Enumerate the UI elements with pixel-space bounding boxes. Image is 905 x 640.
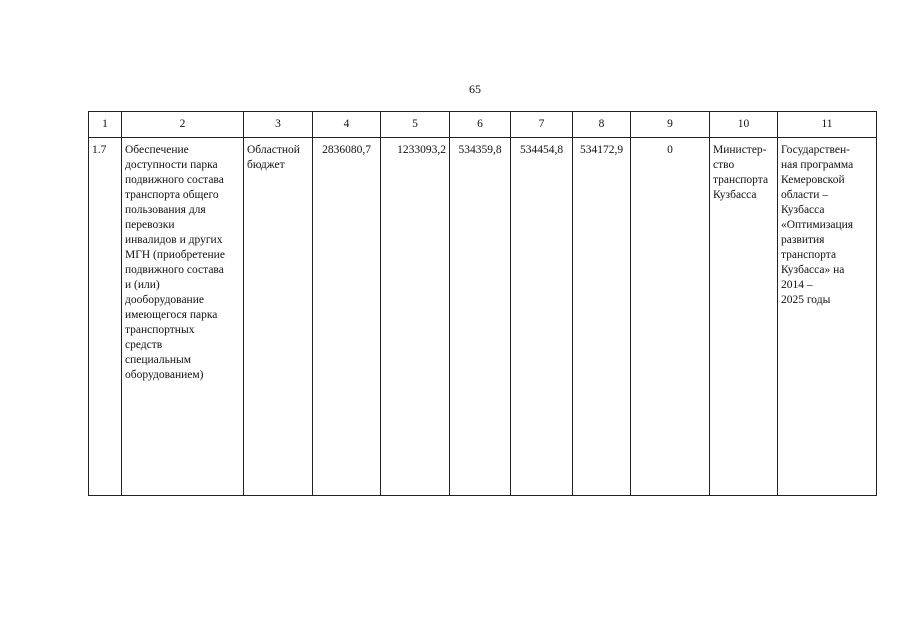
cell-line: специальным — [125, 354, 192, 366]
cell-line: транспортных — [125, 324, 195, 336]
cell-line: 2014 – — [781, 279, 813, 291]
program-cell — [778, 138, 877, 496]
cell-line: Кузбасса — [781, 204, 825, 216]
cell-line: Кемеровской — [781, 174, 845, 186]
header-cell: 11 — [778, 112, 877, 138]
cell-line: имеющегося парка — [125, 309, 218, 321]
header-cell: 6 — [450, 112, 511, 138]
cell-line: Государствен- — [781, 144, 850, 156]
cell-line: ство — [713, 159, 735, 171]
cell-line: «Оптимизация — [781, 219, 854, 231]
cell-line: оборудованием) — [125, 369, 204, 381]
header-cell: 5 — [381, 112, 450, 138]
header-cell: 4 — [313, 112, 381, 138]
cell-line: Обеспечение — [125, 144, 189, 156]
cell-line: Кузбасса — [713, 189, 757, 201]
header-cell: 7 — [511, 112, 573, 138]
header-cell: 1 — [89, 112, 122, 138]
header-cell: 9 — [631, 112, 710, 138]
header-cell: 3 — [244, 112, 313, 138]
cell-line: транспорта — [713, 174, 769, 186]
page-number: 65 — [469, 82, 481, 96]
year-4-cell: 534172,9 — [573, 138, 631, 496]
cell-line: бюджет — [247, 159, 285, 171]
table-header-row — [89, 112, 877, 138]
cell-line: Областной — [247, 144, 300, 156]
cell-line: Министер- — [713, 144, 767, 156]
funding-source-cell — [244, 138, 313, 496]
cell-line: развития — [781, 234, 825, 246]
cell-line: области – — [781, 189, 829, 201]
cell-line: дооборудование — [125, 294, 204, 306]
description-cell — [122, 138, 244, 496]
cell-line: доступности парка — [125, 159, 218, 171]
cell-line: средств — [125, 339, 163, 351]
header-cell: 8 — [573, 112, 631, 138]
header-cell: 10 — [710, 112, 778, 138]
table-row — [89, 138, 877, 496]
executor-cell — [710, 138, 778, 496]
header-cell: 2 — [122, 112, 244, 138]
year-5-cell: 0 — [631, 138, 710, 496]
cell-line: ная программа — [781, 159, 854, 171]
cell-line: Кузбасса» на — [781, 264, 845, 276]
cell-line: 2025 годы — [781, 294, 831, 306]
cell-line: транспорта — [781, 249, 837, 261]
year-3-cell: 534454,8 — [511, 138, 573, 496]
cell-line: пользования для — [125, 204, 206, 216]
cell-line: перевозки — [125, 219, 175, 231]
row-number-cell: 1.7 — [89, 138, 122, 496]
total-cell: 2836080,7 — [313, 138, 381, 496]
cell-line: подвижного состава — [125, 174, 224, 186]
year-2-cell: 534359,8 — [450, 138, 511, 496]
program-table — [88, 111, 877, 496]
cell-line: транспорта общего — [125, 189, 219, 201]
cell-line: инвалидов и других — [125, 234, 223, 246]
cell-line: и (или) — [125, 279, 160, 291]
year-1-cell: 1233093,2 — [381, 138, 450, 496]
cell-line: МГН (приобретение — [125, 249, 225, 261]
cell-line: подвижного состава — [125, 264, 224, 276]
